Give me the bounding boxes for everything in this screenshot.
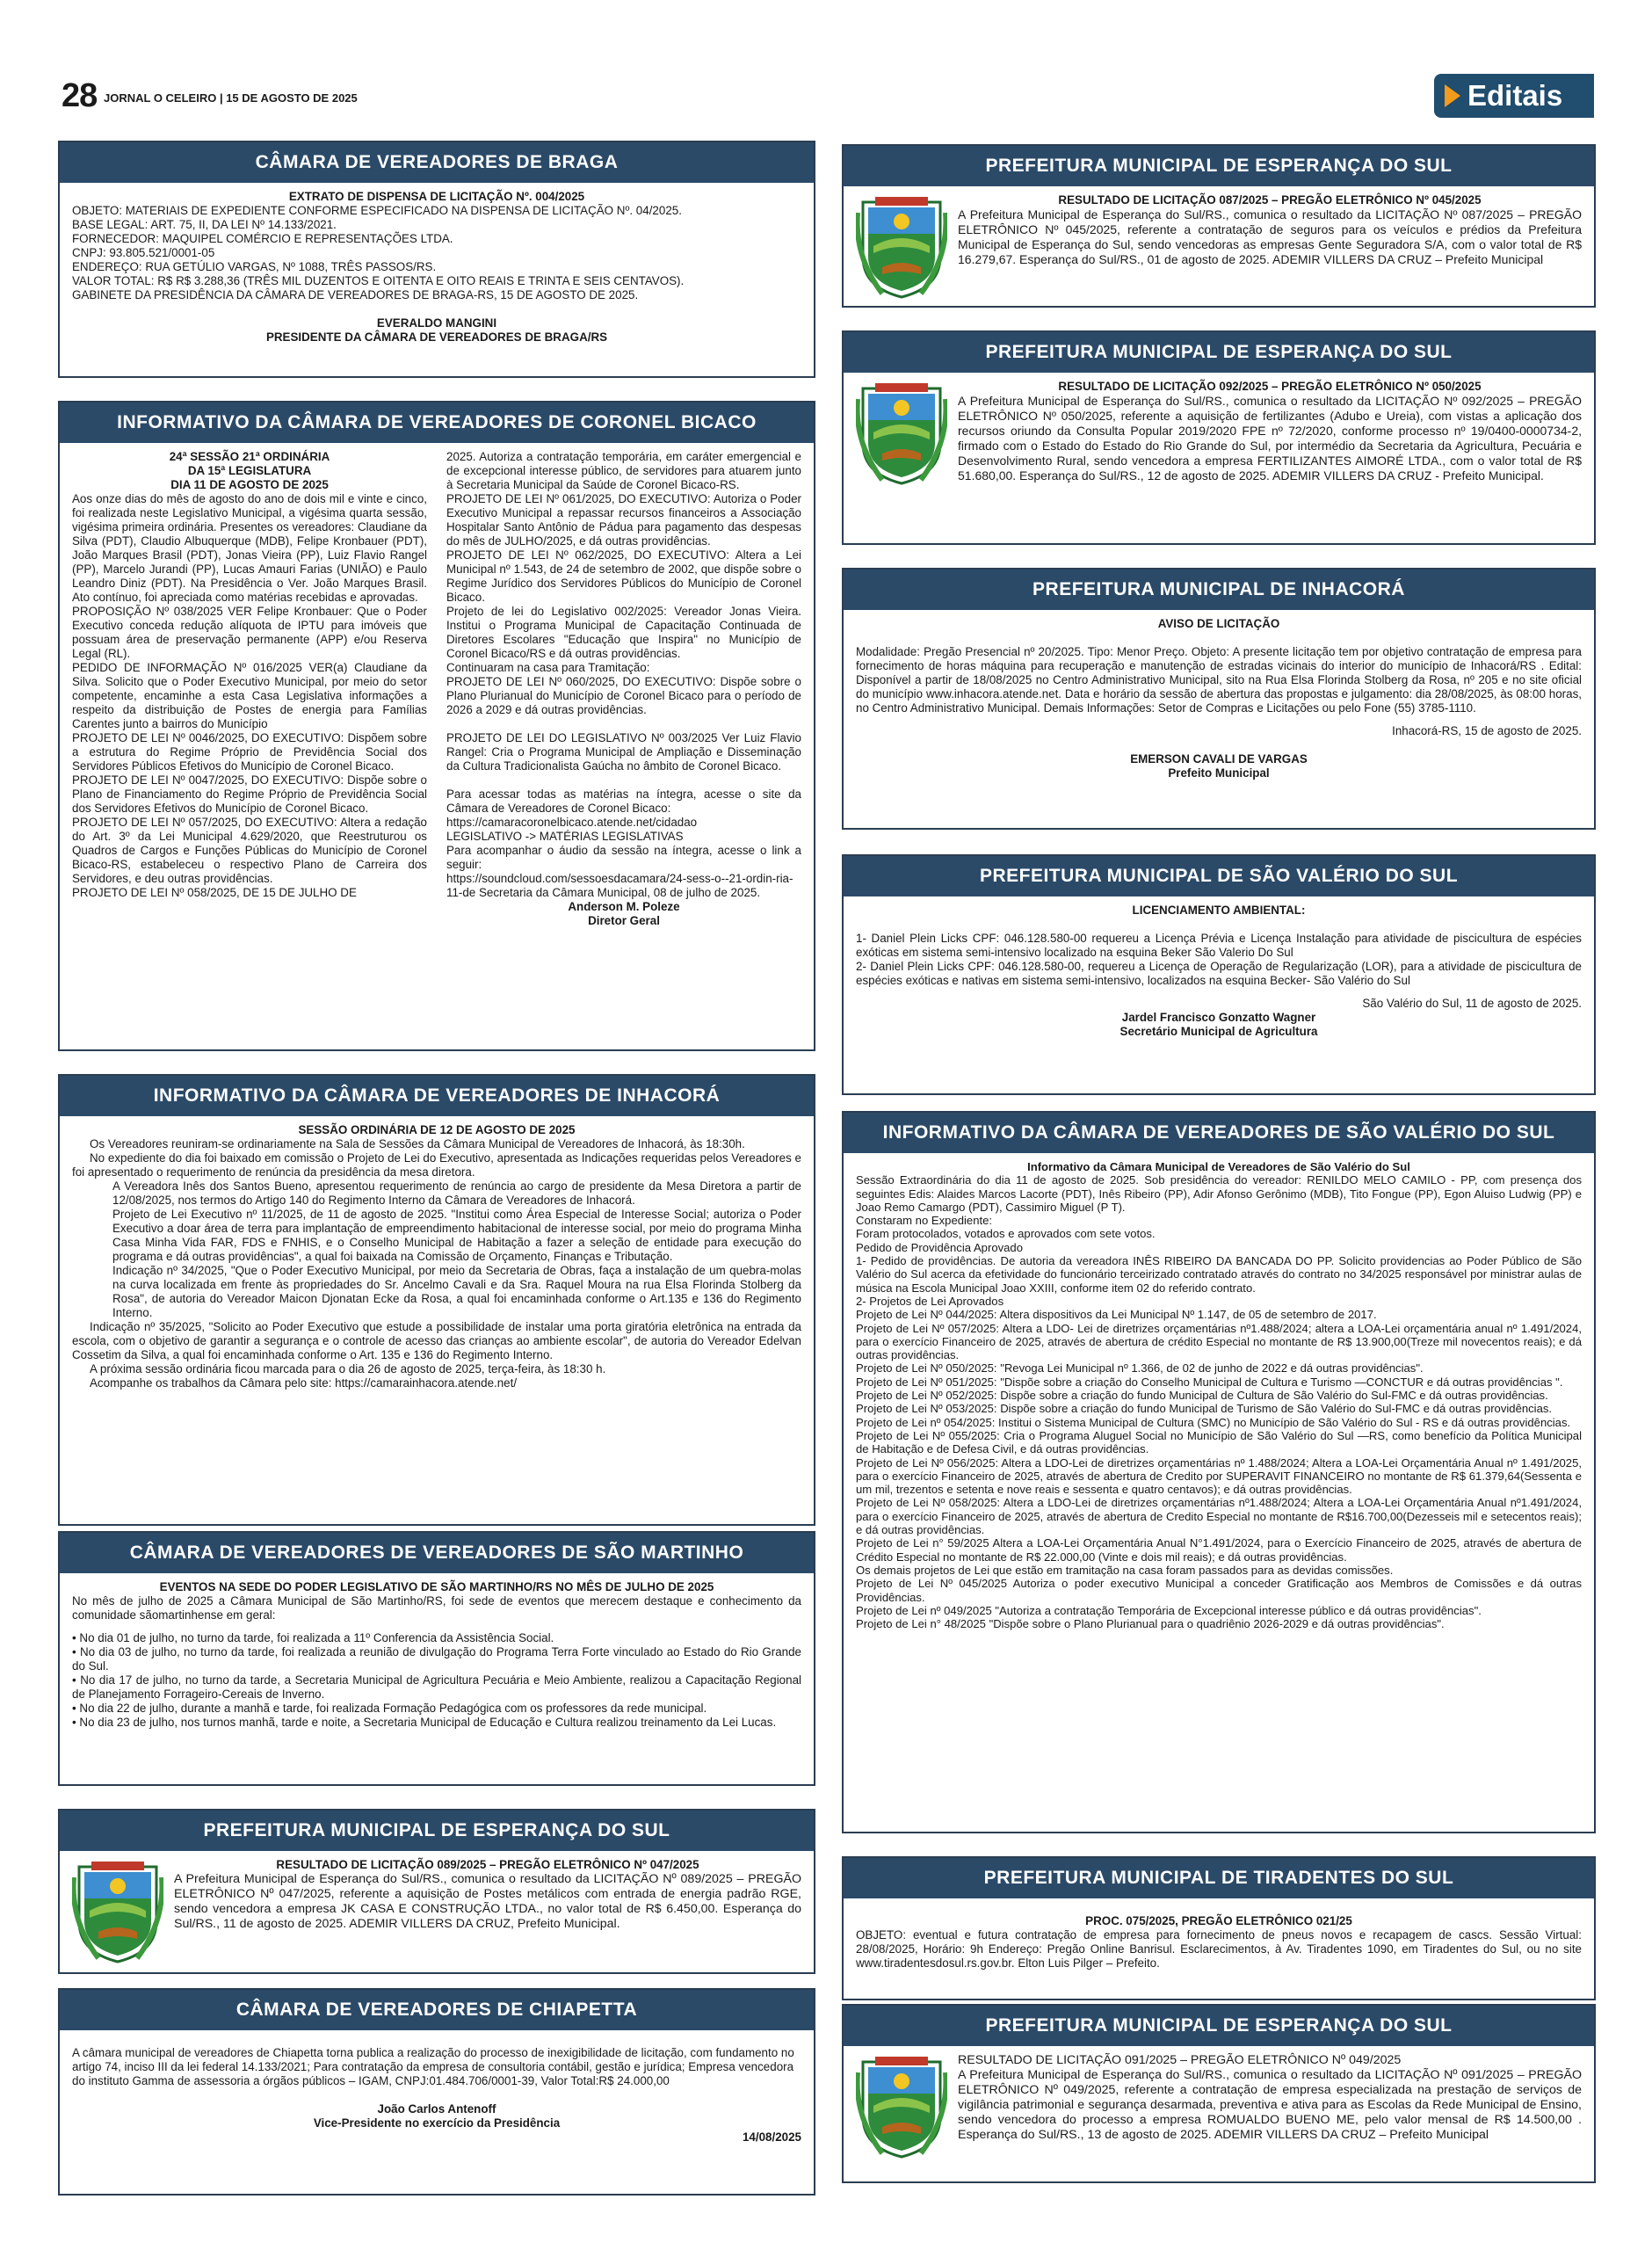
list-item: • No dia 22 de julho, durante a manhã e tarde, foi realizada Formação Pedagógica com os professores da rede municipal. xyxy=(72,1702,707,1715)
text-paragraph: A Prefeitura Municipal de Esperança do Sul/RS., comunica o resultado da LICITAÇÃO Nº 089/2025 – PREGÃO ELETRÔNICO Nº 047/2025, referente a aquisição de Postes metálicos com entrada de energia padrão RGE, sendo vencedora a empresa JK CASA E CONSTRUÇÃO LTDA., no valor total de R$ 6.450,00. Esperança do Sul/RS., 11 de agosto de 2025. ADEMIR VILLERS DA CRUZ, Prefeito Municipal. xyxy=(174,1872,801,1931)
signer-role: Secretário Municipal de Agricultura xyxy=(1119,1025,1318,1038)
text-line: CNPJ: 93.805.521/0001-05 xyxy=(72,246,215,259)
text-line: Projeto de Lei Nº 051/2025: "Dispõe sobre a criação do Conselho Municipal de Cultura e Turismo —CONCTUR e dá outras providências ". xyxy=(856,1375,1563,1389)
notice-body xyxy=(844,1153,1594,1637)
text-line: Projeto de Lei Nº 053/2025: Dispõe sobre a criação do fundo Municipal de Turismo de São Valério do Sul-FMC e dá outras providências. xyxy=(856,1402,1553,1416)
notice-body xyxy=(844,896,1594,1046)
text-line: Sessão Extraordinária do dia 11 de agosto de 2025. Sob presidência do vereador: RENILDO MELO CAMILO - PP, com presença dos seguintes Edis: Alaides Marcos Lacorte (PDT), Inês Ribeiro (PP), Adir Afonso Gerônimo (MDB), Tito Fongue (PP), Egon Aluiso Ludwig (PP) e Joao Remo Camargo (PDT), Cassimiro Miguel (P T). xyxy=(856,1173,1582,1214)
text-paragraph: Para acompanhar o áudio da sessão na íntegra, acesse o link a seguir: xyxy=(446,844,801,871)
notice-title: INFORMATIVO DA CÂMARA DE VEREADORES DE INHACORÁ xyxy=(60,1076,814,1116)
text-paragraph: Projeto de lei do Legislativo 002/2025: Vereador Jonas Vieira. Institui o Programa Municipal de Capacitação Continuada de Diretores Escolares "Educação que Inspira" no Município de Coronel Bicaco/RS e dá outras providências. xyxy=(446,605,801,660)
notice-heading: Informativo da Câmara Municipal de Vereadores de São Valério do Sul xyxy=(1027,1160,1410,1173)
text-paragraph: PROJETO DE LEI Nº 062/2025, DO EXECUTIVO: Altera a Lei Municipal nº 1.543, de 24 de setembro de 2002, que dispõe sobre o Regime Jurídico dos Servidores Públicos do Município de Coronel Bicaco. xyxy=(446,548,801,604)
session-heading: DA 15ª LEGISLATURA xyxy=(187,464,312,477)
newspaper-date: JORNAL O CELEIRO | 15 DE AGOSTO DE 2025 xyxy=(104,91,358,105)
notice-title: PREFEITURA MUNICIPAL DE ESPERANÇA DO SUL xyxy=(60,1811,814,1851)
martinho-notice xyxy=(58,1531,815,1786)
text-paragraph: Modalidade: Pregão Presencial nº 20/2025. Tipo: Menor Preço. Objeto: A presente licitação tem por objetivo contratação de empresa para fornecimento de horas máquina para recuperação e manutenção de estradas vicinais do interior do município de Inhacorá/RS . Edital: Disponível a partir de 18/08/2025 no Centro Administrativo Municipal, sito na Rua Elsa Florinda Stolberg da Rosa, nº 205 e no site oficial do município www.inhacora.atende.net. Data e horário da sessão de abertura das propostas e julgamento: dia 28/08/2025, às 08:00 horas, no Centro Administrativo Municipal. Demais Informações: Setor de Compras e Licitações ou pelo Fone (55) 3785-1110. xyxy=(856,645,1582,715)
text-paragraph: Indicação nº 34/2025, "Que o Poder Executivo Municipal, por meio da Secretaria de Obras, faça a instalação de um quebra-molas na curva localizada em frente às propriedades do Sr. Ancelmo Cavali e da Sra. Raquel Moura na rua Elsa Florinda Stolberg da Rosa", de autoria do Vereador Maicon Djonatan Ecke da Rosa, a qual foi encaminhada conforme o Art.135 e 136 do Regimento Interno. xyxy=(112,1264,801,1319)
text-paragraph: PROJETO DE LEI Nº 0046/2025, DO EXECUTIVO: Dispõem sobre a estrutura do Regime Próprio de Previdência Social dos Servidores Públicos Efetivos do Município de Coronel Bicaco. xyxy=(72,731,427,773)
list-item: • No dia 23 de julho, nos turnos manhã, tarde e noite, a Secretaria Municipal de Educação e Cultura realizou treinamento da Lei Lucas. xyxy=(72,1716,777,1729)
text-line: VALOR TOTAL: R$ R$ 3.288,36 (TRÊS MIL DUZENTOS E OITENTA E OITO REAIS E TRINTA E SEIS CENTAVOS). xyxy=(72,274,685,287)
text-paragraph: PROJETO DE LEI Nº 061/2025, DO EXECUTIVO: Autoriza o Poder Executivo Municipal a repassar recursos financeiros a Associação Hospitalar Santo Antônio de Pádua para pagamento das despesas do mês de JULHO/2025, e dá outras providências. xyxy=(446,492,801,548)
text-line: Projeto de Lei nº 054/2025: Institui o Sistema Municipal de Cultura (SMC) no Município de São Valério do Sul - RS e dá outras providências. xyxy=(856,1415,1571,1429)
text-paragraph: No mês de julho de 2025 a Câmara Municipal de São Martinho/RS, foi sede de eventos que merecem destaque e conhecimento da comunidade sãomartinhense em geral: xyxy=(72,1594,801,1622)
notice-title: CÂMARA DE VEREADORES DE BRAGA xyxy=(60,142,814,183)
signer-name: Jardel Francisco Gonzatto Wagner xyxy=(1121,1011,1316,1024)
text-paragraph: No expediente do dia foi baixado em comissão o Projeto de Lei do Executivo, apresentada as Indicações requeridas pelos Vereadores e foi apresentado o requerimento de renúncia da presidência da mesa diretora. xyxy=(72,1151,801,1179)
page-number: 28 xyxy=(62,77,98,114)
notice-heading: PROC. 075/2025, PREGÃO ELETRÔNICO 021/25 xyxy=(1085,1914,1352,1927)
text-paragraph: LEGISLATIVO -> MATÉRIAS LEGISLATIVAS xyxy=(446,830,684,843)
text-line: Projeto de Lei Nº 050/2025: "Revoga Lei Municipal nº 1.366, de 02 de junho de 2022 e dá outras providências". xyxy=(856,1361,1424,1375)
notice-heading: RESULTADO DE LICITAÇÃO 092/2025 – PREGÃO ELETRÔNICO Nº 050/2025 xyxy=(1058,380,1482,393)
notice-heading: RESULTADO DE LICITAÇÃO 089/2025 – PREGÃO ELETRÔNICO Nº 047/2025 xyxy=(276,1858,699,1871)
session-heading: SESSÃO ORDINÁRIA DE 12 DE AGOSTO DE 2025 xyxy=(298,1123,576,1136)
notice-body xyxy=(844,186,1594,274)
inhacora-pref-notice xyxy=(842,568,1596,830)
municipal-crest-icon xyxy=(856,381,947,487)
text-paragraph: A próxima sessão ordinária ficou marcada para o dia 26 de agosto de 2025, terça-feira, às 18:30 h. xyxy=(90,1362,606,1375)
text-line: Projeto de Lei nº 049/2025 "Autoriza a contratação Temporária de Excepcional interesse público e dá outras providências". xyxy=(856,1603,1482,1617)
text-paragraph: A Vereadora Inês dos Santos Bueno, apresentou requerimento de renúncia ao cargo de presidente da Mesa Diretora a partir de 12/08/2025, nos termos do Artigo 140 do Regimento Interno da Câmara de Vereadores de Inhacorá. xyxy=(112,1179,801,1207)
notice-date: São Valério do Sul, 11 de agosto de 2025. xyxy=(1362,997,1582,1010)
text-line: GABINETE DA PRESIDÊNCIA DA CÂMARA DE VEREADORES DE BRAGA-RS, 15 DE AGOSTO DE 2025. xyxy=(72,288,639,301)
notice-body xyxy=(60,183,814,352)
text-paragraph: OBJETO: eventual e futura contratação de empresa para fornecimento de pneus novos e recapagem de cascs. Sessão Virtual: 28/08/2025, Horário: 9h Endereço: Pregão Online Banrisul. Esclarecimentos, à Av. Tiradentes 1090, em Tiradentes do Sul, ou no site www.tiradentesdosul.rs.gov.br. Elton Luis Pilger – Prefeito. xyxy=(856,1928,1582,1970)
notice-body xyxy=(60,1573,814,1737)
text-paragraph: 2025. Autoriza a contratação temporária, em caráter emergencial e de excepcional interesse público, de servidores para atuarem junto à Secretaria Municipal da Saúde de Coronel Bicaco-RS. xyxy=(446,450,801,491)
valerio-pref-notice xyxy=(842,854,1596,1095)
signer-role: Prefeito Municipal xyxy=(1168,766,1270,780)
text-paragraph: A Prefeitura Municipal de Esperança do Sul/RS., comunica o resultado da LICITAÇÃO Nº 091/2025 – PREGÃO ELETRÔNICO Nº 049/2025, referente a contratação de empresa especializada na prestação de serviços de vigilância patrimonial e segurança desarmada, preventiva e ativa para as Escolas da Rede Municipal de Ensino, sendo vencedora do processo a empresa ROMUALDO BUENO ME, pelo valor mensal de R$ 14.500,00 . Esperança do Sul/RS., 13 de agosto de 2025. ADEMIR VILLERS DA CRUZ – Prefeito Municipal xyxy=(958,2068,1582,2142)
notice-title: PREFEITURA MUNICIPAL DE INHACORÁ xyxy=(844,570,1594,610)
text-line: Foram protocolados, votados e aprovados com sete votos. xyxy=(856,1227,1156,1241)
text-paragraph: Aos onze dias do mês de agosto do ano de dois mil e vinte e cinco, foi realizada neste Legislativo Municipal, a vigésima quarta sessão, vigésima primeira ordinária. Presentes os vereadores: Claudiane da Silva (PDT), Claudio Albuquerque (MDB), Felipe Kronbauer (PDT), João Marques Brasil (PDT), Jonas Vieira (PP), Luiz Flavio Rangel (PP), Marcelo Jurandi (PP), Lucas Amauri Farias (UNIÃO) e Paulo Leandro Diniz (PDT). Na Presidência o Ver. João Marques Brasil. Ato contínuo, foi apreciada como matérias recebidas e aprovadas. xyxy=(72,492,427,604)
bicaco-notice xyxy=(58,401,815,1051)
text-paragraph: Continuaram na casa para Tramitação: xyxy=(446,661,650,674)
signer-role: PRESIDENTE DA CÂMARA DE VEREADORES DE BRAGA/RS xyxy=(265,330,608,344)
page-header xyxy=(0,70,1652,123)
text-line: BASE LEGAL: ART. 75, II, DA LEI Nº 14.133/2021. xyxy=(72,218,337,231)
text-line: Projeto de Lei Nº 055/2025: Cria o Programa Aluguel Social no Município de São Valério do Sul —RS, como benefício da Política Municipal de Habitação e de Defesa Civil, e dá outras providências. xyxy=(856,1428,1582,1456)
notice-body xyxy=(844,2046,1594,2150)
esperanca-notice-091 xyxy=(842,2004,1596,2183)
chiapetta-notice xyxy=(58,1988,815,2196)
text-line: Projeto de Lei n° 48/2025 "Dispõe sobre o Plano Plurianual para o quadriênio 2026-2029 e dá outras providências". xyxy=(856,1617,1445,1631)
text-paragraph: PROJETO DE LEI Nº 058/2025, DE 15 DE JULHO DE xyxy=(72,886,357,899)
text-paragraph: A Prefeitura Municipal de Esperança do Sul/RS., comunica o resultado da LICITAÇÃO Nº 087/2025 – PREGÃO ELETRÔNICO Nº 045/2025, referente a contratação de seguros para os veículos e prédios da Prefeitura Municipal de Esperança do Sul, sendo vencedoras as empresas Gente Seguradora S/A, com o valor total de R$ 16.279,67. Esperança do Sul/RS., 01 de agosto de 2025. ADEMIR VILLERS DA CRUZ – Prefeito Municipal xyxy=(958,207,1582,266)
notice-date: Inhacorá-RS, 15 de agosto de 2025. xyxy=(1392,724,1582,737)
text-line: Projeto de Lei Nº 044/2025: Altera dispositivos da Lei Municipal Nº 1.147, de 05 de setembro de 2017. xyxy=(856,1308,1377,1322)
notice-body xyxy=(844,373,1594,490)
notice-body xyxy=(844,1898,1594,1978)
link-text: https://soundcloud.com/sessoesdacamara/24-sess-o--21-ordin-ria-11-de Secretaria da Câmara Municipal, 08 de julho de 2025. xyxy=(446,872,793,899)
municipal-crest-icon xyxy=(72,1860,163,1965)
text-line: Projeto de Lei Nº 057/2025: Altera a LDO- Lei de diretrizes orçamentárias nº1.488/2024; altera a LOA-Lei orçamentária anual nº 1.491/2024, para o exercício Financeiro de 2025, através de abertura de crédito Especial no montante de R$ 13.900,00(Treze mil novecentos reais); e dá outras providências. xyxy=(856,1321,1582,1362)
notice-title: PREFEITURA MUNICIPAL DE ESPERANÇA DO SUL xyxy=(844,2006,1594,2046)
text-paragraph: Indicação nº 35/2025, "Solicito ao Poder Executivo que estude a possibilidade de instalar uma porta giratória eletrônica na entrada da escola, com o objetivo de garantir a segurança e o controle de acesso das crianças ao ambiente escolar", de autoria do Vereador Edelvan Cossetim da Silva, a qual foi encaminhada conforme o Art. 135 e 136 do Regimento Interno. xyxy=(72,1320,801,1361)
notice-body xyxy=(60,1116,814,1397)
text-paragraph: PROJETO DE LEI Nº 060/2025, DO EXECUTIVO: Dispõe sobre o Plano Plurianual do Município de Coronel Bicaco para o período de 2026 a 2029 e dá outras providências. xyxy=(446,675,801,716)
text-line: FORNECEDOR: MAQUIPEL COMÉRCIO E REPRESENTAÇÕES LTDA. xyxy=(72,232,453,245)
esperanca-notice-092 xyxy=(842,330,1596,545)
signer-role: Diretor Geral xyxy=(588,914,660,927)
notice-title: INFORMATIVO DA CÂMARA DE VEREADORES DE CORONEL BICACO xyxy=(60,403,814,443)
list-item: • No dia 17 de julho, no turno da tarde, a Secretaria Municipal de Agricultura Pecuária e Meio Ambiente, realizou a Capacitação Regional de Planejamento Forrageiro-Cereais de Inverno. xyxy=(72,1673,801,1701)
tiradentes-notice xyxy=(842,1856,1596,2000)
valerio-camara-notice xyxy=(842,1111,1596,1833)
notice-date: 14/08/2025 xyxy=(742,2130,801,2144)
signer-name: Anderson M. Poleze xyxy=(568,900,680,913)
list-item: 2- Daniel Plein Licks CPF: 046.128.580-00, requereu a Licença de Operação de Regularização (LOR), para a atividade de piscicultura de espécies exóticas e nativas em sistema semi-intensivo, localizados na esquina Becker- São Valério do Sul xyxy=(856,960,1582,987)
signer-name: EVERALDO MANGINI xyxy=(376,316,497,330)
notice-title: PREFEITURA MUNICIPAL DE SÃO VALÉRIO DO SUL xyxy=(844,856,1594,896)
list-item: • No dia 01 de julho, no turno da tarde, foi realizada a 11º Conferencia da Assistência Social. xyxy=(72,1631,554,1644)
notice-heading: AVISO DE LICITAÇÃO xyxy=(1157,617,1280,630)
notice-heading: EXTRATO DE DISPENSA DE LICITAÇÃO Nº. 004/2025 xyxy=(288,190,585,203)
notice-body xyxy=(60,1851,814,1939)
text-line: ENDEREÇO: RUA GETÚLIO VARGAS, Nº 1088, TRÊS PASSOS/RS. xyxy=(72,260,437,273)
esperanca-notice-089 xyxy=(58,1809,815,1974)
text-paragraph: PROJETO DE LEI Nº 0047/2025, DO EXECUTIVO: Dispõe sobre o Plano de Financiamento do Regime Próprio de Previdência Social dos Servidores Efetivos do Município de Coronel Bicaco. xyxy=(72,773,427,815)
text-paragraph: A Prefeitura Municipal de Esperança do Sul/RS., comunica o resultado da LICITAÇÃO Nº 092/2025 – PREGÃO ELETRÔNICO Nº 050/2025, referente a aquisição de fertilizantes (Adubo e Ureia), com vistas a aplicação dos recursos oriundo da Consulta Popular 2019/2020 FPE nº 72/2020, conforme processo nº 19/0400-0000734-2, firmado com o Estado do Estado do Rio Grande do Sul, por intermédio da Secretaria da Agricultura, Pecuária e Desenvolvimento Rural, sendo vencedora a empresa FERTILIZANTES AIMORÉ LTDA., com o valor total de R$ 51.680,00. Esperança do Sul/RS., 12 de agosto de 2025. ADEMIR VILLERS DA CRUZ - Prefeito Municipal. xyxy=(958,394,1582,483)
braga-notice xyxy=(58,141,815,378)
notice-title: PREFEITURA MUNICIPAL DE ESPERANÇA DO SUL xyxy=(844,332,1594,373)
notice-title: CÂMARA DE VEREADORES DE CHIAPETTA xyxy=(60,1990,814,2030)
text-line: Pedido de Providência Aprovado xyxy=(856,1240,1023,1254)
text-line: OBJETO: MATERIAIS DE EXPEDIENTE CONFORME ESPECIFICADO NA DISPENSA DE LICITAÇÃO Nº. 04/2025. xyxy=(72,204,682,217)
text-paragraph: PROJETO DE LEI DO LEGISLATIVO Nº 003/2025 Ver Luiz Flavio Rangel: Cria o Programa Municipal de Ampliação e Disseminação da Cultura Tradicionalista Gaúcha no âmbito de Coronel Bicaco. xyxy=(446,731,801,773)
notice-title: PREFEITURA MUNICIPAL DE ESPERANÇA DO SUL xyxy=(844,146,1594,186)
session-heading: 24ª SESSÃO 21ª ORDINÁRIA xyxy=(169,450,330,463)
notice-body xyxy=(844,610,1594,788)
text-paragraph: Acompanhe os trabalhos da Câmara pelo site: https://camarainhacora.atende.net/ xyxy=(90,1376,518,1390)
notice-title: INFORMATIVO DA CÂMARA DE VEREADORES DE SÃO VALÉRIO DO SUL xyxy=(844,1113,1594,1153)
text-line: Projeto de Lei Nº 056/2025: Altera a LDO-Lei de diretrizes orçamentárias nº 1.488/2024; Altera a LOA-Lei Orçamentária Anual nº 1.491/2025, para o exercício Financeiro de 2025, através de abertura de Credito por SUPERAVIT FINANCEIRO no montante de R$ 61.379,64(Sessenta e um mil, trezentos e setenta e nove reais e sessenta e quatro centavos); e dá outras providências. xyxy=(856,1455,1582,1497)
list-item: 1- Daniel Plein Licks CPF: 046.128.580-00 requereu a Licença Prévia e Licença Instalação para atividade de piscicultura de espécies exóticas em sistema semi-intensivo localizado na esquina Beker São Valerio Do Sul xyxy=(856,932,1582,959)
text-paragraph: PROJETO DE LEI Nº 057/2025, DO EXECUTIVO: Altera a redação do Art. 3º da Lei Municipal 4.629/2020, que Reestruturou os Quadros de Cargos e Funções Públicas do Município de Coronel Bicaco-RS, estabeleceu o respectivo Plano de Carreira dos Servidores, e deu outras providências. xyxy=(72,816,427,885)
text-line: 1- Pedido de providências. De autoria da vereadora INÊS RIBEIRO DA BANCADA DO PP. Solicito providencias ao Poder Público de São Valério do Sul acerca da efetividade do funcionário terceirizado contratado através do contrato no 34/2025 responsável por ministrar aulas de música na Escola Municipal Joao XXIII, conforme item 02 do referido contrato. xyxy=(856,1254,1582,1295)
text-line: Projeto de Lei n° 59/2025 Altera a LOA-Lei Orçamentária Anual N°1.491/2024, para o Exercício Financeiro de 2025, através de abertura de Crédito Especial no montante de R$ 22.000,00 (Vinte e dois mil reais); e dá outras providências. xyxy=(856,1536,1582,1564)
municipal-crest-icon xyxy=(856,195,947,301)
text-paragraph: PROPOSIÇÃO Nº 038/2025 VER Felipe Kronbauer: Que o Poder Executivo conceda redução alíquota de IPTU para imóveis que possuam área de preservação permanente (APP) e/ou Reserva Legal (RL). xyxy=(72,605,427,660)
inhacora-camara-notice xyxy=(58,1074,815,1526)
text-line: Os demais projetos de Lei que estão em tramitação na casa foram passados para as devidas comissões. xyxy=(856,1563,1394,1577)
list-item: • No dia 03 de julho, no turno da tarde, foi realizada a reunião de divulgação do Programa Terra Forte vinculado ao Estado do Rio Grande do Sul. xyxy=(72,1645,801,1673)
signer-name: João Carlos Antenoff xyxy=(377,2102,496,2116)
text-paragraph: Os Vereadores reuniram-se ordinariamente na Sala de Sessões da Câmara Municipal de Vereadores de Inhacorá, às 18:30h. xyxy=(90,1137,745,1150)
municipal-crest-icon xyxy=(856,2055,947,2160)
text-line: Projeto de Lei Nº 058/2025: Altera a LDO-Lei de diretrizes orçamentárias nº1.488/2024; Altera a LOA-Lei Orçamentária Anual nº1.491/2024, para o exercício Financeiro de 2025, através de abertura de Credito Especial no montante de R$16.700,00(Dezesseis mil e setecentos reais); e dá outras providências. xyxy=(856,1496,1582,1537)
notice-heading: RESULTADO DE LICITAÇÃO 087/2025 – PREGÃO ELETRÔNICO Nº 045/2025 xyxy=(1058,193,1482,207)
notice-heading: EVENTOS NA SEDE DO PODER LEGISLATIVO DE SÃO MARTINHO/RS NO MÊS DE JULHO DE 2025 xyxy=(159,1580,714,1593)
text-paragraph: A câmara municipal de vereadores de Chiapetta torna publica a realização do processo de inexigibilidade de licitação, com fundamento no artigo 74, inciso III da lei federal 14.133/2021; Para contratação da empresa de consultoria contábil, gestão e jurídica; Empresa vencedora do instituto Gamma de assessoria a órgãos públicos – IGAM, CNPJ:01.484.706/0001-39, Valor Total:R$ 24.000,00 xyxy=(72,2046,794,2087)
text-line: Constaram no Expediente: xyxy=(856,1214,993,1228)
arrow-icon xyxy=(1445,84,1460,107)
text-paragraph: Para acessar todas as matérias na íntegra, acesse o site da Câmara de Vereadores de Coronel Bicaco: xyxy=(446,788,801,815)
section-tag xyxy=(1434,74,1594,118)
esperanca-notice-087 xyxy=(842,144,1596,308)
notice-body xyxy=(60,2030,814,2152)
notice-title: CÂMARA DE VEREADORES DE VEREADORES DE SÃO MARTINHO xyxy=(60,1533,814,1573)
signer-name: EMERSON CAVALI DE VARGAS xyxy=(1130,752,1308,766)
link-text: https://camaracoronelbicaco.atende.net/cidadao xyxy=(446,816,698,829)
notice-heading: RESULTADO DE LICITAÇÃO 091/2025 – PREGÃO ELETRÔNICO Nº 049/2025 xyxy=(958,2053,1402,2067)
text-line: Projeto de Lei Nº 045/2025 Autoriza o poder executivo Municipal a conceder Gratificação aos Membros de Comissões e dá outras Providências. xyxy=(856,1577,1582,1604)
notice-heading: LICENCIAMENTO AMBIENTAL: xyxy=(1132,904,1306,917)
text-paragraph: Projeto de Lei Executivo nº 11/2025, de 11 de agosto de 2025. "Institui como Área Especial de Interesse Social; autoriza o Poder Executivo a doar área de terra para implantação de empreendimento habitacional de interesse social, por meio do programa Minha Casa Minha Vida FAR, FDS e FNHIS, e o Conselho Municipal de Habitação a fazer a seleção de entidade para execução do programa e dá outras providências", a qual foi baixada na Comissão de Orçamento, Finanças e Tributação. xyxy=(112,1208,801,1263)
notice-body xyxy=(60,443,814,935)
notice-title: PREFEITURA MUNICIPAL DE TIRADENTES DO SUL xyxy=(844,1858,1594,1898)
section-title: Editais xyxy=(1467,79,1563,112)
text-line: Projeto de Lei Nº 052/2025: Dispõe sobre a criação do fundo Municipal de Cultura de São Valério do Sul-FMC e dá outras providências. xyxy=(856,1389,1548,1403)
text-paragraph: PEDIDO DE INFORMAÇÃO Nº 016/2025 VER(a) Claudiane da Silva. Solicito que o Poder Executivo Municipal, por meio do setor competente, encaminhe a esta Casa Legislativa informações a respeito da distribuição de Postes de energia para Famílias Carentes junto a bairros do Município xyxy=(72,661,427,730)
session-heading: DIA 11 DE AGOSTO DE 2025 xyxy=(170,478,329,491)
text-line: 2- Projetos de Lei Aprovados xyxy=(856,1294,1004,1308)
signer-role: Vice-Presidente no exercício da Presidência xyxy=(313,2116,561,2130)
